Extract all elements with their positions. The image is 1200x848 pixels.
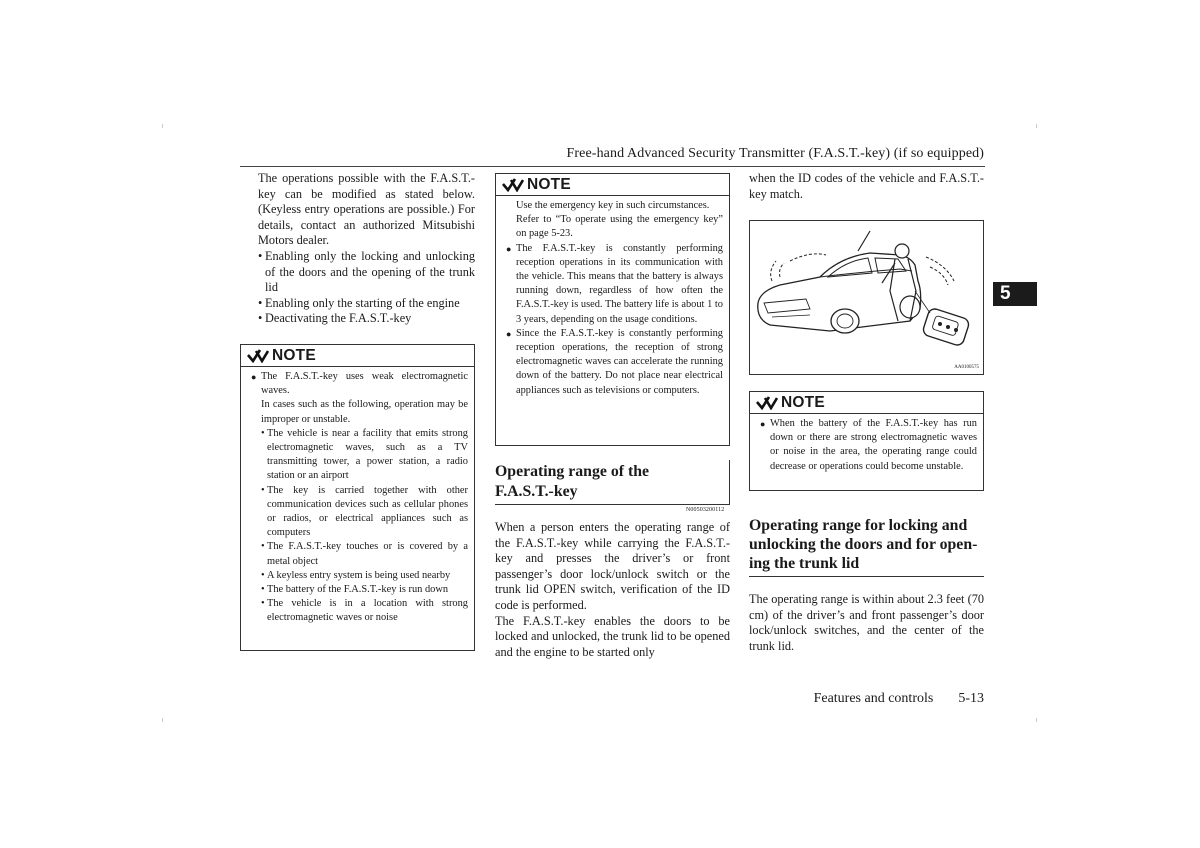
section-heading-line: Operating range of the <box>495 463 649 480</box>
section-heading-line: F.A.S.T.-key <box>495 482 578 500</box>
note-item-text: Since the F.A.S.T.-key is constantly performing reception operations, the reception of strong electromagnetic waves can accelerate the running down of the battery. Do not place near electrical appliances such as televisions or computers. <box>516 327 723 396</box>
footer-page-number: 5-13 <box>958 691 984 706</box>
note-body <box>750 414 983 478</box>
note-sub-item: • A keyless entry system is being used nearby <box>261 569 451 581</box>
intro-paragraph: The operations possible with the F.A.S.T.-key can be modified as stated below. (Keyless entry operations are possible.) For details, contact an authorized Mitsubishi Motors dealer. <box>258 171 475 248</box>
note-item <box>251 370 468 398</box>
section-rule <box>495 504 730 505</box>
note-header <box>496 174 729 196</box>
note-box-left <box>240 344 475 651</box>
note-item <box>760 417 977 474</box>
note-cases-text: In cases such as the following, operation may be improper or unstable. <box>261 399 468 425</box>
bullet-item <box>258 249 475 296</box>
note-sub-item: • The vehicle is near a facility that emits strong electromagnetic waves, such as a TV transmitting tower, a power station, a radio station or an airport <box>261 427 468 482</box>
body-paragraph: The F.A.S.T.-key enables the doors to be locked and unlocked, the trunk lid to be opened and the engine to be started only <box>495 613 730 659</box>
check-note-icon <box>502 178 524 192</box>
chapter-tab: 5 <box>993 282 1037 306</box>
middle-body <box>495 520 730 660</box>
note-sub-item: • The F.A.S.T.-key touches or is covered by a metal object <box>261 541 468 567</box>
page-header-title: Free-hand Advanced Security Transmitter (F.A.S.T.-key) (if so equipped) <box>566 146 984 161</box>
note-body <box>241 367 474 630</box>
check-note-icon <box>756 396 778 410</box>
body-paragraph: When a person enters the operating range of the F.A.S.T.-key while carrying the F.A.S.T.-key and presses the driver’s or front passenger’s door lock/unlock switch or the trunk lid OPEN switch, verification of the ID code is performed. <box>495 520 730 612</box>
note-item <box>506 327 723 398</box>
note-sub-item: • The vehicle is in a location with strong electromagnetic waves or noise <box>261 598 468 624</box>
bullet-text: Enabling only the locking and unlocking of the doors and the opening of the trunk lid <box>265 248 475 295</box>
note-label: NOTE <box>781 393 825 411</box>
left-column <box>258 171 475 327</box>
body-paragraph: when the ID codes of the vehicle and F.A.S.T.-key match. <box>749 171 984 201</box>
bullet-dot: • <box>258 248 263 263</box>
figure-code: AA0100575 <box>954 365 979 370</box>
round-bullet-icon: ● <box>506 328 512 339</box>
note-item-text: The F.A.S.T.-key uses weak electromagnetic waves. <box>261 371 468 397</box>
section-rule-vertical <box>729 460 730 504</box>
note-header <box>241 345 474 367</box>
header-rule <box>240 166 985 167</box>
crop-mark <box>1036 718 1040 722</box>
note-label: NOTE <box>272 346 316 364</box>
note-box-middle <box>495 173 730 446</box>
car-key-illustration <box>749 220 984 375</box>
note-sub-item: • The battery of the F.A.S.T.-key is run down <box>261 584 449 596</box>
note-item-text: When the battery of the F.A.S.T.-key has run down or there are strong electromagnetic waves or noise in the area, the operating range could decrease or operations could become unstable. <box>770 418 977 472</box>
section-rule <box>749 576 984 577</box>
note-header <box>750 392 983 414</box>
note-paragraph: Refer to “To operate using the emergency key” on page 5-23. <box>516 214 723 240</box>
bullet-item <box>258 311 475 327</box>
right-intro <box>749 171 984 202</box>
crop-mark <box>1036 124 1040 128</box>
round-bullet-icon: ● <box>506 243 512 254</box>
round-bullet-icon: ● <box>251 372 257 382</box>
body-paragraph: The operating range is within about 2.3 feet (70 cm) of the driver’s and front passenger’s door lock/unlock switches, and the center of the trunk lid. <box>749 592 984 653</box>
bullet-text: Enabling only the starting of the engine <box>265 295 460 310</box>
page-footer <box>800 691 984 707</box>
crop-mark <box>162 718 166 722</box>
note-sub-item: • The key is carried together with other communication devices such as cellular phones or radios, or electrical appliances such as computers <box>261 484 468 539</box>
section-heading-line: Operating range for locking and <box>749 517 968 534</box>
round-bullet-icon: ● <box>760 419 766 429</box>
note-box-right <box>749 391 984 491</box>
bullet-item <box>258 296 475 312</box>
footer-section: Features and controls <box>813 691 934 706</box>
check-note-icon <box>247 349 269 363</box>
bullet-dot: • <box>258 295 263 310</box>
section-heading <box>495 462 730 501</box>
note-item-text: The F.A.S.T.-key is constantly performing reception operations in its communication with the vehicle. This means that the battery is always running down, regardless of how often the F.A.S.T.-key is used. The battery life is about 1 to 3 years, depending on the usage conditions. <box>516 242 723 325</box>
bullet-dot: • <box>258 311 263 326</box>
crop-mark <box>162 124 166 128</box>
note-item <box>506 242 723 327</box>
car-illustration <box>750 221 983 374</box>
bullet-text: Deactivating the F.A.S.T.-key <box>265 311 412 326</box>
right-body <box>749 592 984 654</box>
section-code: N00503200112 <box>686 507 725 513</box>
note-label: NOTE <box>527 175 571 193</box>
section-heading-line: unlocking the doors and for open- <box>749 535 978 553</box>
note-body <box>496 196 729 402</box>
note-paragraph: Use the emergency key in such circumstances. <box>516 200 710 211</box>
section-heading <box>749 517 984 573</box>
section-heading-line: ing the trunk lid <box>749 554 860 572</box>
